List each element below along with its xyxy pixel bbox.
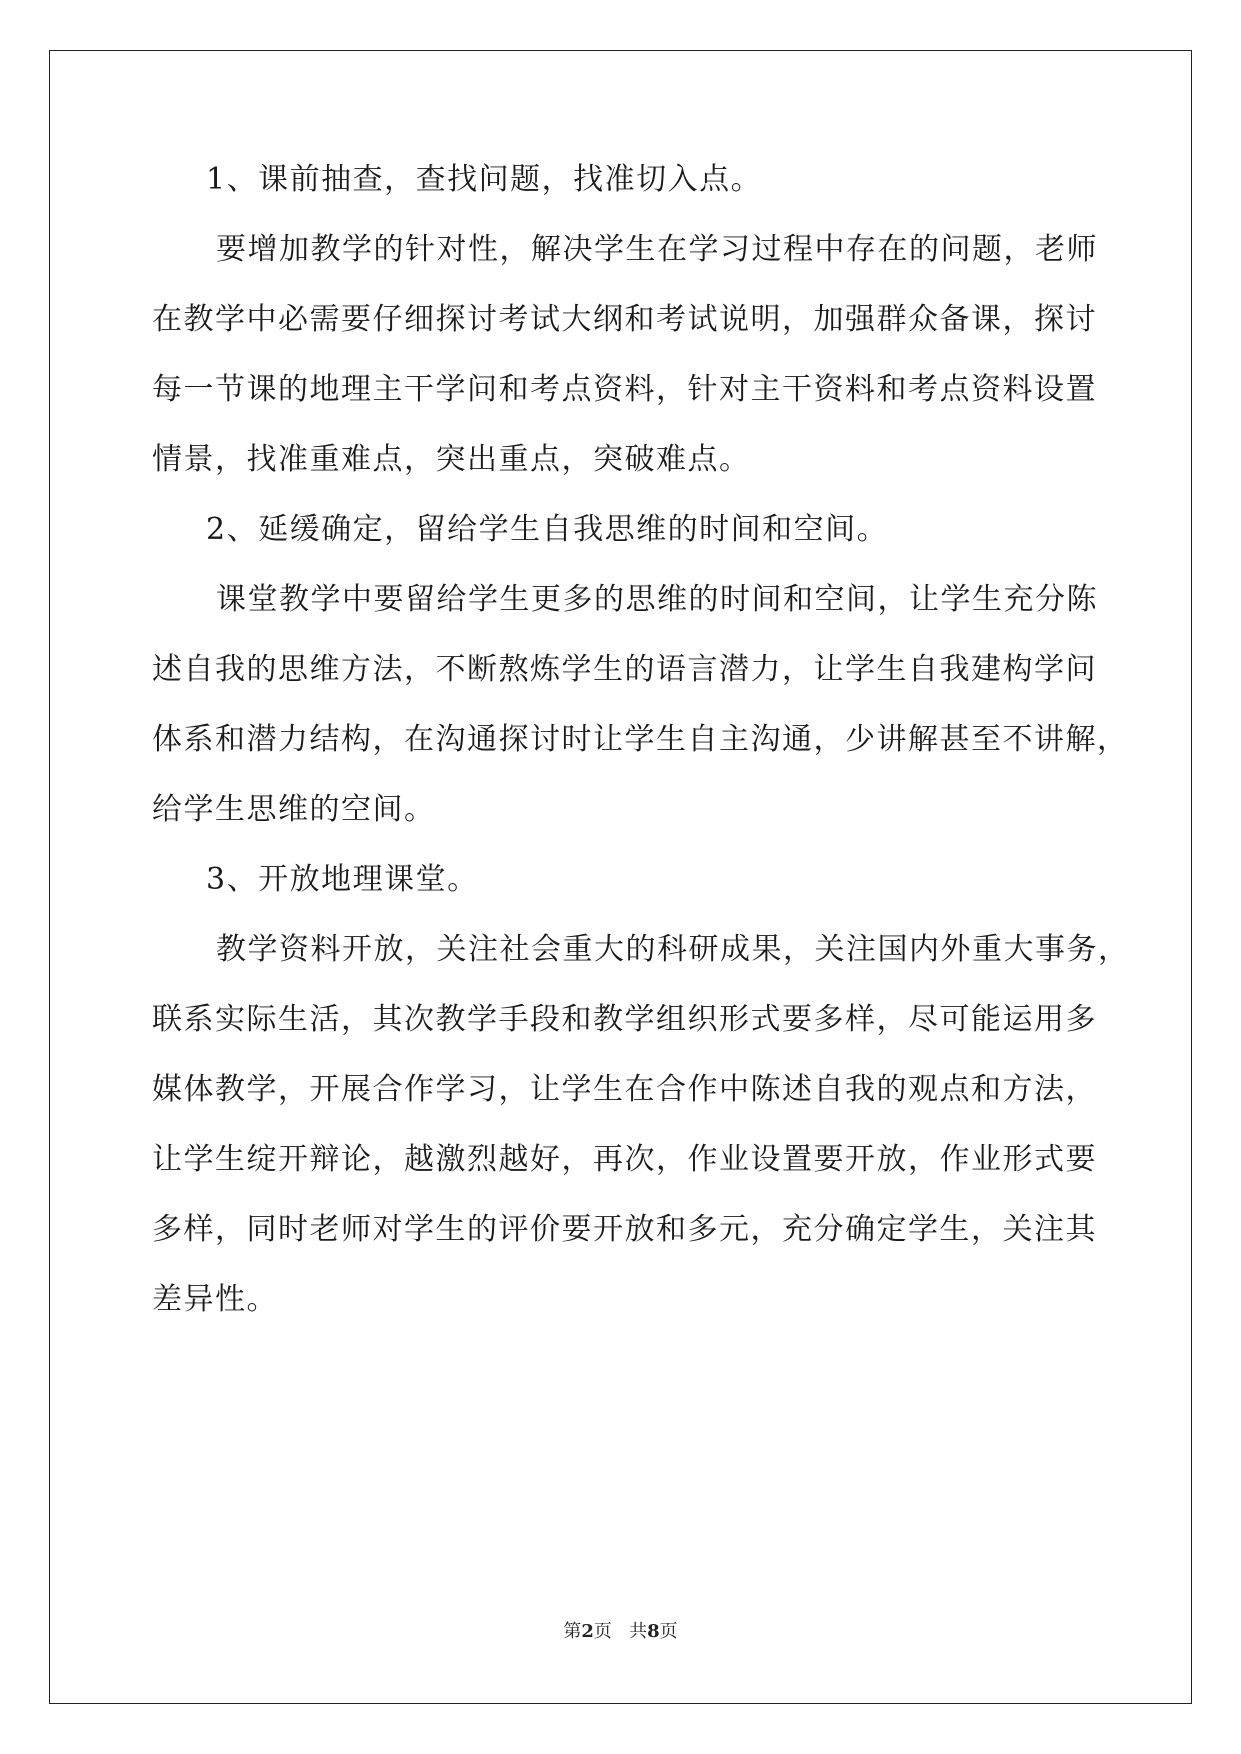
paragraph-1-line-1: 要增加教学的针对性，解决学生在学习过程中存在的问题，老师 [216,232,1098,267]
page-number: 2 [581,1621,594,1642]
paragraph-2-line-2: 述自我的思维方法，不断熬炼学生的语言潜力，让学生自我建构学问 [152,652,1097,687]
paragraph-1-line-2: 在教学中必需要仔细探讨考试大纲和考试说明，加强群众备课，探讨 [152,302,1097,337]
paragraph-2-line-3: 体系和潜力结构，在沟通探讨时让学生自主沟通，少讲解甚至不讲解， [152,722,1129,757]
total-pages: 8 [647,1621,660,1642]
paragraph-3-line-1: 教学资料开放，关注社会重大的科研成果，关注国内外重大事务， [216,932,1130,967]
total-prefix: 共 [629,1621,648,1642]
paragraph-3-line-4: 让学生绽开辩论，越激烈越好，再次，作业设置要开放，作业形式要 [152,1142,1097,1177]
heading-2: 2、延缓确定，留给学生自我思维的时间和空间。 [206,512,889,547]
paragraph-3-line-3: 媒体教学，开展合作学习，让学生在合作中陈述自我的观点和方法， [152,1072,1097,1107]
paragraph-1-line-4: 情景，找准重难点，突出重点，突破难点。 [152,442,751,477]
paragraph-3-line-6: 差异性。 [152,1282,278,1317]
heading-3: 3、开放地理课堂。 [206,862,479,897]
paragraph-3-line-2: 联系实际生活，其次教学手段和教学组织形式要多样，尽可能运用多 [152,1002,1097,1037]
page-footer [0,1620,1241,1644]
paragraph-1-line-3: 每一节课的地理主干学问和考点资料，针对主干资料和考点资料设置 [152,372,1097,407]
paragraph-3-line-5: 多样，同时老师对学生的评价要开放和多元，充分确定学生，关注其 [152,1212,1097,1247]
page-suffix: 页 [593,1621,612,1642]
total-suffix: 页 [659,1621,678,1642]
page-prefix: 第 [563,1621,582,1642]
paragraph-2-line-1: 课堂教学中要留给学生更多的思维的时间和空间，让学生充分陈 [216,582,1098,617]
heading-1: 1、课前抽查，查找问题，找准切入点。 [206,162,763,197]
paragraph-2-line-4: 给学生思维的空间。 [152,792,436,827]
